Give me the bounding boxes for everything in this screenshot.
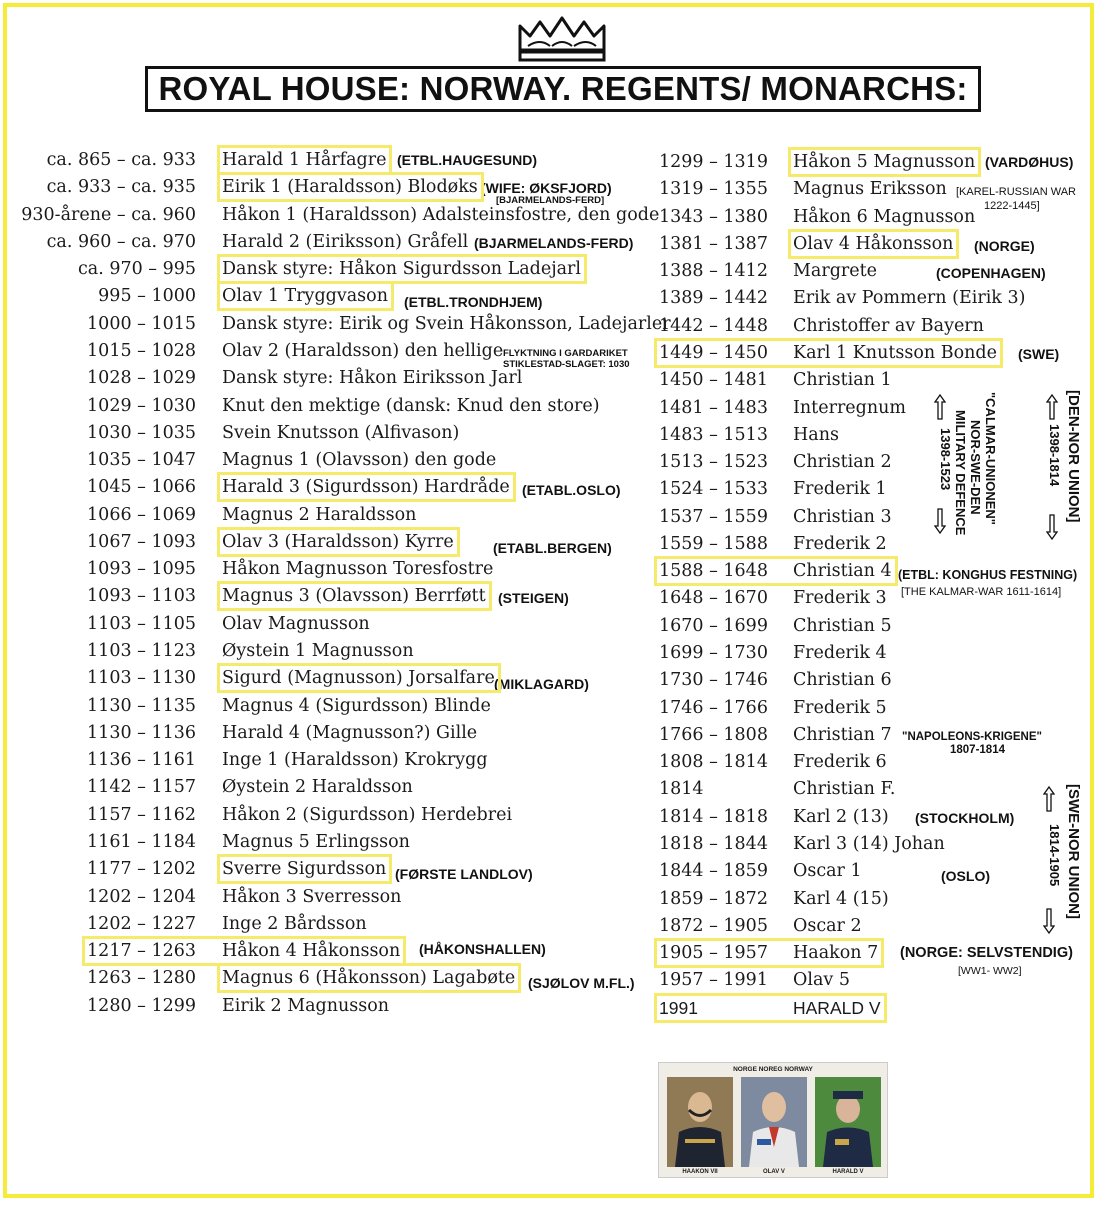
note-bjarmelands: (BJARMELANDS-FERD) <box>474 235 634 251</box>
left-row-name: Eirik 1 (Haraldsson) Blodøks <box>222 177 478 198</box>
right-row-name: Haakon 7 <box>793 943 879 964</box>
left-row-name: Sigurd (Magnusson) Jorsalfare <box>222 668 495 689</box>
caption-haakon-vii: HAAKON VII <box>682 1169 718 1175</box>
note-copenhagen: (COPENHAGEN) <box>936 265 1046 281</box>
right-row-name: Frederik 4 <box>793 643 887 664</box>
right-row-years: 1483 – 1513 <box>659 424 768 445</box>
vlabel-calmar-4: 1398-1523 <box>938 428 953 491</box>
right-row-years: 1559 – 1588 <box>659 533 768 554</box>
right-row-years: 1450 – 1481 <box>659 370 768 391</box>
title-box <box>145 66 981 112</box>
left-row-name: Dansk styre: Eirik og Svein Håkonsson, Ladejarler <box>222 313 671 334</box>
right-row-name: Christian F. <box>793 779 896 800</box>
right-row-years: 1388 – 1412 <box>659 261 768 282</box>
note-kalmar-war: [THE KALMAR-WAR 1611-1614] <box>901 586 1062 598</box>
right-row-name: Christian 3 <box>793 506 892 527</box>
right-row-years: 1699 – 1730 <box>659 643 768 664</box>
caption-harald-v: HARALD V <box>832 1169 864 1175</box>
left-row-name: Harald 3 (Sigurdsson) Hardråde <box>222 477 510 498</box>
left-row-years: 1067 – 1093 <box>87 531 196 552</box>
vlabel-calmar-3: MILITARY DEFENCE <box>953 410 968 536</box>
right-row-years: 1814 <box>659 779 704 800</box>
left-row-years: 1217 – 1263 <box>87 941 196 962</box>
left-row-name: Dansk styre: Håkon Eiriksson Jarl <box>222 368 523 389</box>
left-row-name: Olav 1 Tryggvason <box>222 286 388 307</box>
note-hakonshallen: (HÅKONSHALLEN) <box>419 941 546 957</box>
left-row-name: Inge 1 (Haraldsson) Krokrygg <box>222 750 488 771</box>
right-row-years: 1513 – 1523 <box>659 452 768 473</box>
left-row-years: 1130 – 1136 <box>87 722 196 743</box>
note-oksfjord: (WIFE: ØKSFJORD) <box>481 180 612 196</box>
note-haugesund: (ETBL.HAUGESUND) <box>397 152 537 168</box>
note-selvstendig: (NORGE: SELVSTENDIG) <box>900 945 1073 961</box>
right-row-years: 1343 – 1380 <box>659 206 768 227</box>
right-row-years: 1859 – 1872 <box>659 888 768 909</box>
right-row-name: Christian 5 <box>793 615 892 636</box>
right-row-years: 1319 – 1355 <box>659 179 768 200</box>
left-row-name: Magnus 3 (Olavsson) Berrføtt <box>222 586 486 607</box>
arrow-up-icon <box>934 394 946 420</box>
right-row-name: Christian 7 <box>793 724 892 745</box>
left-row-years: 1103 – 1130 <box>87 668 196 689</box>
left-row-name: Håkon 1 (Haraldsson) Adalsteinsfostre, den gode <box>222 204 660 225</box>
right-row-years: 1442 – 1448 <box>659 315 768 336</box>
arrow-down-icon <box>934 508 946 534</box>
left-row-years: 1028 – 1029 <box>87 368 196 389</box>
left-row-name: Inge 2 Bårdsson <box>222 913 367 934</box>
note-stockholm: (STOCKHOLM) <box>915 810 1015 826</box>
note-napoleon-years: 1807-1814 <box>950 744 1005 756</box>
portrait-haakon-vii <box>667 1077 733 1167</box>
right-row-name: Frederik 5 <box>793 697 887 718</box>
right-row-years: 1670 – 1699 <box>659 615 768 636</box>
left-row-name: Olav 2 (Haraldsson) den hellige <box>222 340 504 361</box>
left-row-years: 1045 – 1066 <box>87 477 196 498</box>
left-row-years: 1280 – 1299 <box>87 995 196 1016</box>
left-row-years: 1202 – 1227 <box>87 913 196 934</box>
note-stiklestad: STIKLESTAD-SLAGET: 1030 <box>503 359 630 370</box>
left-row-years: 1093 – 1095 <box>87 559 196 580</box>
left-row-years: 1161 – 1184 <box>87 832 196 852</box>
right-row-years: 1746 – 1766 <box>659 697 768 718</box>
page-title: ROYAL HOUSE: NORWAY. REGENTS/ MONARCHS: <box>158 70 968 107</box>
left-row-name: Sverre Sigurdsson <box>222 859 387 880</box>
left-row-years: ca. 933 – ca. 935 <box>46 177 196 198</box>
right-row-years: 1844 – 1859 <box>659 861 768 882</box>
caption-olav-v: OLAV V <box>763 1169 785 1175</box>
note-ww: [WW1- WW2] <box>958 965 1022 977</box>
note-konghus: (ETBL: KONGHUS FESTNING) <box>898 568 1078 582</box>
note-vardohus: (VARDØHUS) <box>985 154 1074 170</box>
left-row-name: Magnus 6 (Håkonsson) Lagabøte <box>222 968 516 989</box>
photo-title: NORGE NOREG NORWAY <box>733 1066 813 1073</box>
right-row-years: 1905 – 1957 <box>659 943 768 964</box>
right-row-name: HARALD V <box>793 997 881 1018</box>
left-row-name: Eirik 2 Magnusson <box>222 995 390 1016</box>
portrait-olav-v <box>741 1077 807 1167</box>
note-sjolov: (SJØLOV M.FL.) <box>528 975 635 991</box>
right-row-name: Oscar 1 <box>793 861 862 882</box>
portraits-photo <box>658 1062 888 1178</box>
right-row-years: 1991 <box>659 997 698 1018</box>
left-row-name: Magnus 4 (Sigurdsson) Blinde <box>222 695 491 716</box>
right-row-name: Erik av Pommern (Eirik 3) <box>793 288 1026 309</box>
left-row-years: 1202 – 1204 <box>87 886 196 907</box>
left-row-name: Håkon 3 Sverresson <box>222 886 402 907</box>
right-row-years: 1449 – 1450 <box>659 342 768 363</box>
vlabel-dennor-1: [DEN-NOR UNION] <box>1065 390 1082 523</box>
note-miklagard: (MIKLAGARD) <box>494 676 589 692</box>
note-gardariket: FLYKTNING I GARDARIKET <box>503 348 628 359</box>
left-row-name: Magnus 1 (Olavsson) den gode <box>222 450 497 471</box>
left-row-name: Harald 2 (Eiriksson) Gråfell <box>222 231 469 252</box>
left-row-years: ca. 970 – 995 <box>77 259 196 280</box>
left-row-name: Håkon 2 (Sigurdsson) Herdebrei <box>222 804 513 825</box>
right-row-name: Magnus Eriksson <box>793 179 947 200</box>
vlabel-swenor-1: [SWE-NOR UNION] <box>1065 784 1082 919</box>
crown-icon <box>516 16 608 62</box>
left-row-name: Harald 1 Hårfagre <box>222 150 387 170</box>
left-row-years: 1093 – 1103 <box>87 586 196 607</box>
left-row-name: Dansk styre: Håkon Sigurdsson Ladejarl <box>222 259 582 280</box>
vlabel-calmar-1: "CALMAR-UNIONEN" <box>983 392 998 525</box>
note-steigen: (STEIGEN) <box>498 590 569 606</box>
right-row-name: Christian 4 <box>793 561 892 582</box>
right-row-name: Margrete <box>793 261 878 282</box>
right-row-name: Frederik 1 <box>793 479 887 500</box>
vlabel-swenor-2: 1814-1905 <box>1047 824 1062 887</box>
note-oslo-etabl: (ETABL.OSLO) <box>522 482 621 498</box>
left-row-name: Olav Magnusson <box>222 613 370 634</box>
left-row-name: Håkon Magnusson Toresfostre <box>222 559 494 580</box>
right-row-name: Karl 4 (15) <box>793 888 889 909</box>
left-row-years: 1030 – 1035 <box>87 422 196 443</box>
note-karel-war: [KAREL-RUSSIAN WAR <box>956 186 1077 198</box>
left-row-years: 1263 – 1280 <box>87 968 196 989</box>
left-row-years: 995 – 1000 <box>98 286 196 307</box>
left-row-name: Svein Knutsson (Alfivason) <box>222 422 460 443</box>
left-row-name: Olav 3 (Haraldsson) Kyrre <box>222 531 454 552</box>
right-row-years: 1818 – 1844 <box>659 834 768 854</box>
left-row-years: 1029 – 1030 <box>87 395 196 416</box>
right-row-years: 1481 – 1483 <box>659 397 768 418</box>
right-row-name: Hans <box>793 424 839 445</box>
vlabel-dennor-2: 1398-1814 <box>1047 424 1062 487</box>
left-row-years: 1103 – 1123 <box>87 641 196 662</box>
left-row-years: 1177 – 1202 <box>87 859 196 880</box>
left-row-name: Håkon 4 Håkonsson <box>222 941 401 962</box>
left-row-years: 1015 – 1028 <box>87 340 196 361</box>
left-row-years: 1136 – 1161 <box>87 750 196 771</box>
left-row-years: 930-årene – ca. 960 <box>21 204 196 225</box>
right-row-name: Olav 4 Håkonsson <box>793 233 954 254</box>
left-row-years: 1130 – 1135 <box>87 695 196 716</box>
left-row-name: Øystein 1 Magnusson <box>222 641 414 662</box>
right-row-name: Håkon 6 Magnusson <box>793 206 976 227</box>
left-row-years: 1000 – 1015 <box>87 313 196 334</box>
right-row-years: 1808 – 1814 <box>659 752 768 773</box>
right-row-name: Interregnum <box>793 397 906 418</box>
left-row-years: 1066 – 1069 <box>87 504 196 525</box>
right-row-name: Oscar 2 <box>793 915 862 936</box>
right-row-name: Frederik 2 <box>793 533 887 554</box>
left-row-years: 1035 – 1047 <box>87 450 196 471</box>
note-napoleon: "NAPOLEONS-KRIGENE" <box>902 731 1042 743</box>
right-row-name: Christian 6 <box>793 670 892 691</box>
arrow-up-icon <box>1046 394 1058 420</box>
note-landlov: (FØRSTE LANDLOV) <box>395 866 533 882</box>
right-row-years: 1872 – 1905 <box>659 915 768 936</box>
right-row-years: 1766 – 1808 <box>659 724 768 745</box>
left-row-name: Harald 4 (Magnusson?) Gille <box>222 722 478 743</box>
right-row-name: Frederik 3 <box>793 588 887 609</box>
note-bjarmelands-small: [BJARMELANDS-FERD] <box>496 195 605 206</box>
left-row-name: Magnus 2 Haraldsson <box>222 504 417 525</box>
right-row-years: 1537 – 1559 <box>659 506 768 527</box>
note-karel-years: 1222-1445] <box>984 200 1040 212</box>
arrow-up-icon <box>1043 786 1055 812</box>
right-row-name: Frederik 6 <box>793 752 887 773</box>
left-row-name: Magnus 5 Erlingsson <box>222 832 410 852</box>
right-row-years: 1381 – 1387 <box>659 233 768 254</box>
right-row-name: Olav 5 <box>793 970 850 991</box>
right-row-name: Christoffer av Bayern <box>793 315 984 336</box>
note-bergen: (ETABL.BERGEN) <box>493 540 612 556</box>
left-row-years: ca. 865 – ca. 933 <box>46 150 196 170</box>
right-row-name: Karl 2 (13) <box>793 806 889 827</box>
right-row-name: Christian 1 <box>793 370 892 391</box>
left-row-name: Knut den mektige (dansk: Knud den store) <box>222 395 600 416</box>
vlabel-calmar-2: NOR-SWE-DEN <box>968 420 983 515</box>
arrow-down-icon <box>1046 514 1058 540</box>
portrait-harald-v <box>815 1077 881 1167</box>
right-row-years: 1648 – 1670 <box>659 588 768 609</box>
note-oslo: (OSLO) <box>941 868 990 884</box>
right-row-years: 1588 – 1648 <box>659 561 768 582</box>
note-norge: (NORGE) <box>974 238 1035 254</box>
right-row-years: 1299 – 1319 <box>659 152 768 172</box>
arrow-down-icon <box>1043 908 1055 934</box>
right-row-years: 1730 – 1746 <box>659 670 768 691</box>
left-row-years: ca. 960 – ca. 970 <box>46 231 196 252</box>
left-row-name: Øystein 2 Haraldsson <box>222 777 413 798</box>
right-row-years: 1524 – 1533 <box>659 479 768 500</box>
right-row-years: 1957 – 1991 <box>659 970 768 991</box>
right-row-name: Christian 2 <box>793 452 892 473</box>
right-row-name: Håkon 5 Magnusson <box>793 152 976 172</box>
right-row-years: 1814 – 1818 <box>659 806 768 827</box>
right-row-years: 1389 – 1442 <box>659 288 768 309</box>
left-row-years: 1142 – 1157 <box>87 777 196 798</box>
left-row-years: 1103 – 1105 <box>87 613 196 634</box>
right-row-name: Karl 3 (14) Johan <box>793 834 945 854</box>
right-row-name: Karl 1 Knutsson Bonde <box>793 342 997 363</box>
note-trondhjem: (ETBL.TRONDHJEM) <box>404 294 543 310</box>
left-row-years: 1157 – 1162 <box>87 804 196 825</box>
note-swe: (SWE) <box>1018 346 1060 362</box>
